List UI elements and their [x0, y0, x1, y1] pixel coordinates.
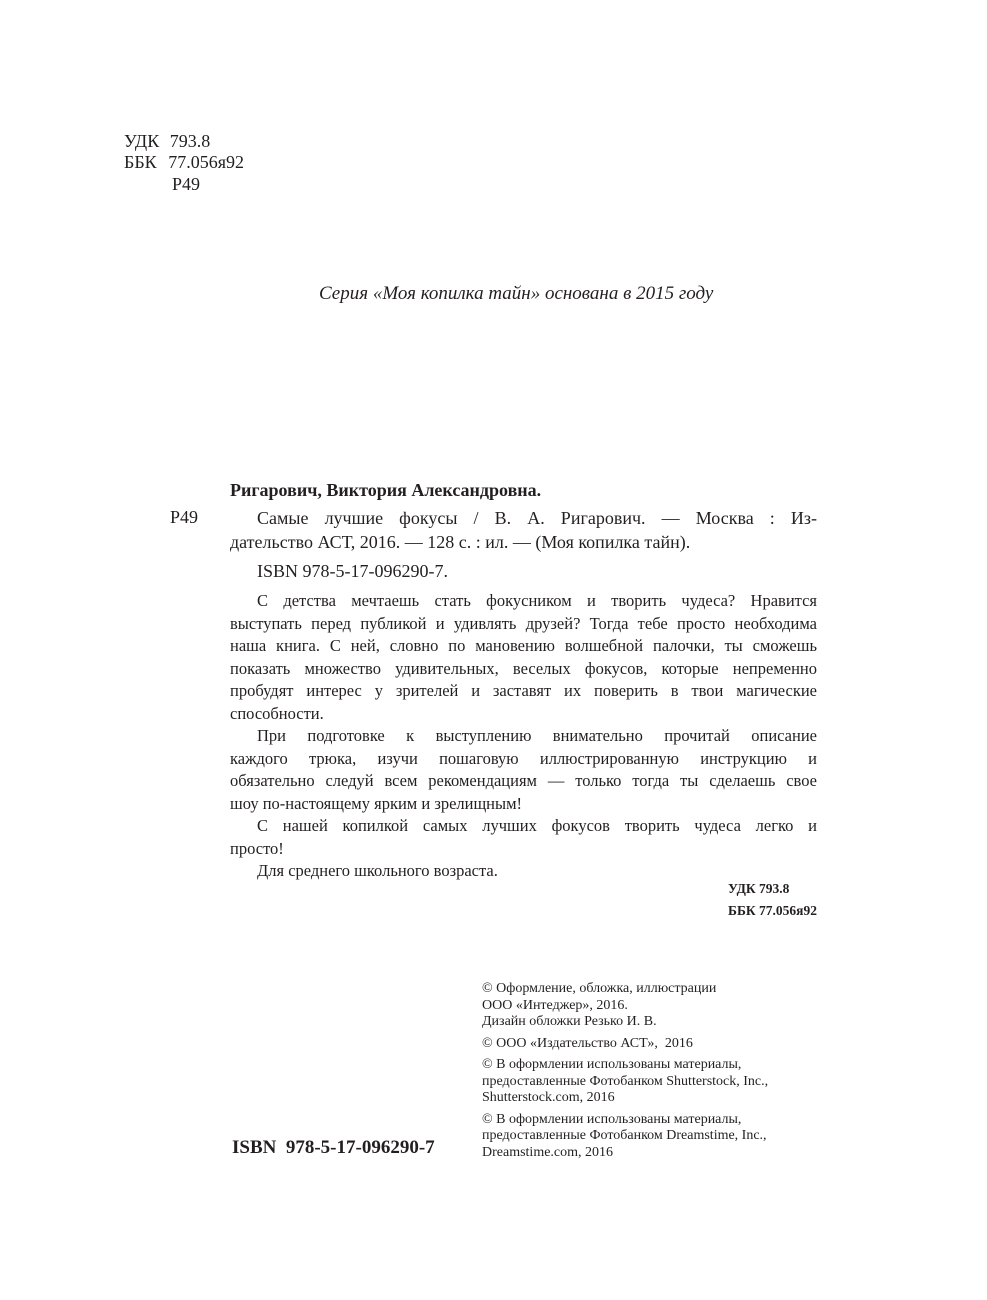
bbk-value: 77.056я92 [168, 152, 244, 172]
copyright-line: предоставленные Фотобанком Dreamstime, Inc., [482, 1128, 767, 1143]
author-mark-record: Р49 [170, 507, 199, 527]
isbn-record: ISBN 978-5-17-096290-7. [257, 561, 448, 581]
annotation-line: При подготовке к выступлению внимательно прочитай описание [257, 726, 817, 745]
udk-bottom: УДК 793.8 [728, 881, 790, 896]
annotation-line: выступать перед публикой и удивлять друзей? Тогда тебе просто необходима [230, 613, 817, 633]
description-line: дательство АСТ, 2016. — 128 с. : ил. — (Моя копилка тайн). [230, 532, 691, 552]
copyright-line: © В оформлении использованы материалы, [482, 1057, 742, 1072]
annotation-line: способности. [230, 703, 324, 723]
copyright-line: © В оформлении использованы материалы, [482, 1111, 742, 1127]
description-line: Самые лучшие фокусы / В. А. Ригарович. — Москва : Из- [257, 508, 817, 528]
bbk-code [124, 152, 244, 173]
copyright-item [482, 1036, 842, 1053]
copyright-block [482, 981, 842, 1166]
classification-codes-bottom [728, 878, 817, 922]
bbk-label: ББК [124, 152, 157, 172]
copyright-line: Dreamstime.com, 2016 [482, 1144, 614, 1160]
annotation-line: С нашей копилкой самых лучших фокусов творить чудеса легко и [257, 816, 817, 835]
annotation-line: каждого трюка, изучи пошаговую иллюстрированную инструкцию и [230, 748, 817, 768]
annotation-line: шоу по-настоящему ярким и зрелищным! [230, 793, 523, 813]
annotation-line: наша книга. С ней, словно по мановению волшебной палочки, ты сможешь [230, 636, 817, 655]
bbk-bottom: ББК 77.056я92 [728, 903, 817, 918]
annotation [230, 590, 817, 883]
copyright-item [482, 1057, 842, 1107]
copyright-item [482, 1112, 842, 1162]
copyright-line: Дизайн обложки Резько И. В. [482, 1014, 657, 1029]
udk-value: 793.8 [169, 131, 211, 151]
copyright-line: © Оформление, обложка, иллюстрации [482, 981, 717, 996]
copyright-item [482, 981, 842, 1031]
copyright-line: ООО «Интеджер», 2016. [482, 997, 628, 1013]
annotation-line: обязательно следуй всем рекомендациям — только тогда ты сделаешь свое [230, 771, 817, 790]
author-heading: Ригарович, Виктория Александровна. [230, 480, 542, 500]
annotation-line: пробудят интерес у зрителей и заставят их поверить в твои магические [230, 681, 817, 700]
udk-code [124, 131, 210, 152]
annotation-line: просто! [230, 838, 284, 858]
copyright-line: Shutterstock.com, 2016 [482, 1090, 615, 1105]
author-mark-top: Р49 [172, 174, 201, 194]
udk-label: УДК [124, 131, 160, 151]
copyright-line: предоставленные Фотобанком Shutterstock, Inc., [482, 1073, 769, 1089]
bibliographic-description [230, 506, 817, 554]
annotation-line: показать множество удивительных, веселых фокусов, которые непременно [230, 658, 817, 678]
isbn-bottom: ISBN 978-5-17-096290-7 [232, 1137, 435, 1158]
annotation-line: С детства мечтаешь стать фокусником и творить чудеса? Нравится [257, 591, 817, 610]
annotation-line: Для среднего школьного возраста. [257, 861, 498, 880]
series-note: Серия «Моя копилка тайн» основана в 2015 году [319, 283, 714, 304]
copyright-line: © ООО «Издательство АСТ», 2016 [482, 1035, 693, 1051]
